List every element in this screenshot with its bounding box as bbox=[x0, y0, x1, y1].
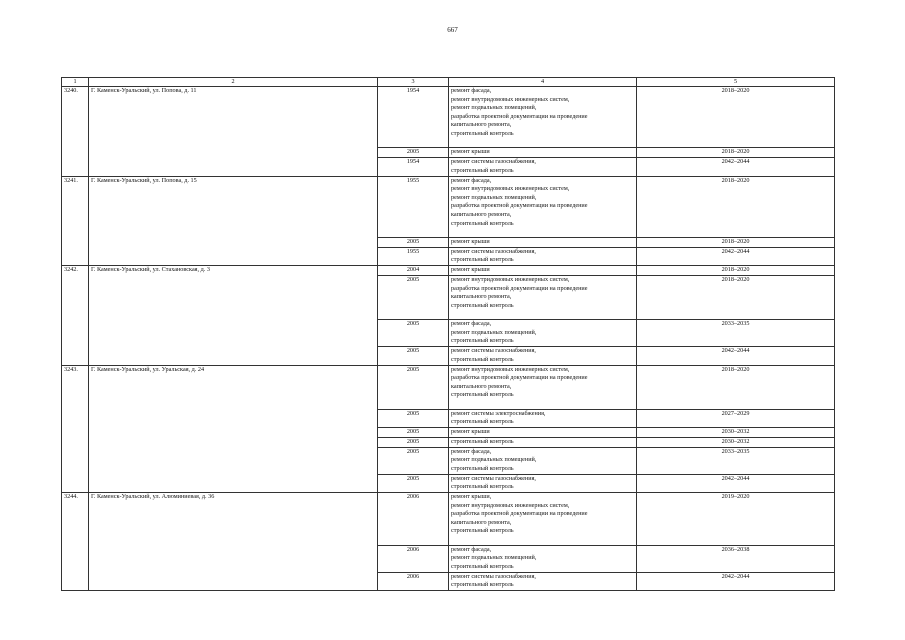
work-item: разработка проектной документации на проведение bbox=[451, 510, 588, 518]
work-item: строительный контроль bbox=[451, 527, 514, 535]
works-cell bbox=[449, 447, 637, 474]
work-item: строительный контроль bbox=[451, 563, 514, 571]
building-number: 3244. bbox=[62, 493, 89, 591]
building-number: 3241. bbox=[62, 176, 89, 266]
year-cell: 2006 bbox=[378, 572, 449, 590]
work-item: ремонт внутридомовых инженерных систем, bbox=[451, 365, 570, 373]
work-item: капитального ремонта, bbox=[451, 293, 512, 301]
works-cell bbox=[449, 572, 637, 590]
period-cell: 2042–2044 bbox=[637, 572, 835, 590]
year-cell: 2005 bbox=[378, 237, 449, 247]
period-cell: 2027–2029 bbox=[637, 409, 835, 427]
year-cell: 2005 bbox=[378, 474, 449, 492]
works-cell bbox=[449, 428, 637, 438]
period-cell: 2042–2044 bbox=[637, 474, 835, 492]
building-number: 3240. bbox=[62, 87, 89, 177]
table-row bbox=[62, 176, 835, 237]
work-item: ремонт фасада, bbox=[451, 320, 492, 328]
year-cell: 2005 bbox=[378, 148, 449, 158]
works-cell bbox=[449, 493, 637, 546]
work-item: строительный контроль bbox=[451, 391, 514, 399]
works-cell bbox=[449, 347, 637, 365]
work-item: ремонт подвальных помещений, bbox=[451, 554, 537, 562]
work-item: строительный контроль bbox=[451, 581, 514, 589]
column-number-row bbox=[62, 78, 835, 87]
column-header: 3 bbox=[378, 78, 449, 87]
works-cell bbox=[449, 87, 637, 148]
work-item: строительный контроль bbox=[451, 464, 514, 472]
work-item: ремонт фасада, bbox=[451, 176, 492, 184]
year-cell: 1954 bbox=[378, 87, 449, 148]
works-cell bbox=[449, 247, 637, 265]
works-cell bbox=[449, 409, 637, 427]
work-item: ремонт системы газоснабжения, bbox=[451, 247, 536, 255]
year-cell: 2005 bbox=[378, 320, 449, 347]
period-cell: 2036–2038 bbox=[637, 545, 835, 572]
table-body bbox=[62, 87, 835, 591]
period-cell: 2018–2020 bbox=[637, 365, 835, 409]
work-item: ремонт фасада, bbox=[451, 87, 492, 94]
repair-schedule-table bbox=[61, 77, 835, 591]
work-item: ремонт подвальных помещений, bbox=[451, 456, 537, 464]
year-cell: 2005 bbox=[378, 437, 449, 447]
table-row bbox=[62, 493, 835, 546]
column-header: 5 bbox=[637, 78, 835, 87]
table-row bbox=[62, 266, 835, 276]
works-cell bbox=[449, 266, 637, 276]
period-cell: 2018–2020 bbox=[637, 176, 835, 237]
year-cell: 2004 bbox=[378, 266, 449, 276]
year-cell: 2005 bbox=[378, 428, 449, 438]
work-item: ремонт фасада, bbox=[451, 447, 492, 455]
works-cell bbox=[449, 320, 637, 347]
building-address: Г. Каменск-Уральский, ул. Алюминиевая, д. 36 bbox=[89, 493, 378, 591]
period-cell: 2018–2020 bbox=[637, 237, 835, 247]
period-cell: 2042–2044 bbox=[637, 247, 835, 265]
year-cell: 2005 bbox=[378, 447, 449, 474]
works-cell bbox=[449, 437, 637, 447]
work-item: строительный контроль bbox=[451, 219, 514, 227]
column-header: 1 bbox=[62, 78, 89, 87]
works-cell bbox=[449, 474, 637, 492]
work-item: ремонт системы электроснабжения, bbox=[451, 409, 546, 417]
column-header: 4 bbox=[449, 78, 637, 87]
period-cell: 2042–2044 bbox=[637, 158, 835, 176]
works-cell bbox=[449, 158, 637, 176]
work-item: ремонт внутридомовых инженерных систем, bbox=[451, 501, 570, 509]
year-cell: 2005 bbox=[378, 409, 449, 427]
building-number: 3242. bbox=[62, 266, 89, 365]
work-item: ремонт крыши bbox=[451, 148, 490, 156]
building-number: 3243. bbox=[62, 365, 89, 493]
work-item: капитального ремонта, bbox=[451, 210, 512, 218]
year-cell: 2006 bbox=[378, 545, 449, 572]
period-cell: 2018–2020 bbox=[637, 275, 835, 319]
building-address: Г. Каменск-Уральский, ул. Попова, д. 15 bbox=[89, 176, 378, 266]
work-item: разработка проектной документации на проведение bbox=[451, 374, 588, 382]
table-row bbox=[62, 365, 835, 409]
work-item: ремонт системы газоснабжения, bbox=[451, 572, 536, 580]
work-item: строительный контроль bbox=[451, 129, 514, 137]
year-cell: 2005 bbox=[378, 347, 449, 365]
work-item: ремонт крыши bbox=[451, 266, 490, 274]
work-item: ремонт крыши bbox=[451, 428, 490, 436]
period-cell: 2030–2032 bbox=[637, 437, 835, 447]
works-cell bbox=[449, 148, 637, 158]
works-cell bbox=[449, 176, 637, 237]
period-cell: 2030–2032 bbox=[637, 428, 835, 438]
work-item: капитального ремонта, bbox=[451, 121, 512, 129]
work-item: строительный контроль bbox=[451, 355, 514, 363]
period-cell: 2033–2035 bbox=[637, 447, 835, 474]
work-item: капитального ремонта, bbox=[451, 382, 512, 390]
work-item: ремонт внутридомовых инженерных систем, bbox=[451, 185, 570, 193]
work-item: строительный контроль bbox=[451, 483, 514, 491]
works-cell bbox=[449, 237, 637, 247]
period-cell: 2042–2044 bbox=[637, 347, 835, 365]
building-address: Г. Каменск-Уральский, ул. Попова, д. 11 bbox=[89, 87, 378, 177]
work-item: ремонт подвальных помещений, bbox=[451, 328, 537, 336]
work-item: ремонт крыши bbox=[451, 237, 490, 245]
work-item: разработка проектной документации на проведение bbox=[451, 202, 588, 210]
work-item: строительный контроль bbox=[451, 166, 514, 174]
year-cell: 2005 bbox=[378, 365, 449, 409]
work-item: разработка проектной документации на проведение bbox=[451, 112, 588, 120]
work-item: ремонт подвальных помещений, bbox=[451, 104, 537, 112]
work-item: ремонт фасада, bbox=[451, 545, 492, 553]
works-cell bbox=[449, 545, 637, 572]
work-item: ремонт внутридомовых инженерных систем, bbox=[451, 275, 570, 283]
work-item: ремонт системы газоснабжения, bbox=[451, 158, 536, 166]
building-address: Г. Каменск-Уральский, ул. Уральская, д. 24 bbox=[89, 365, 378, 493]
work-item: строительный контроль bbox=[451, 437, 514, 445]
year-cell: 2006 bbox=[378, 493, 449, 546]
period-cell: 2018–2020 bbox=[637, 266, 835, 276]
page-number: 667 bbox=[447, 26, 458, 34]
work-item: ремонт крыши, bbox=[451, 493, 492, 501]
work-item: строительный контроль bbox=[451, 301, 514, 309]
work-item: ремонт внутридомовых инженерных систем, bbox=[451, 95, 570, 103]
column-header: 2 bbox=[89, 78, 378, 87]
period-cell: 2033–2035 bbox=[637, 320, 835, 347]
work-item: ремонт подвальных помещений, bbox=[451, 193, 537, 201]
work-item: ремонт системы газоснабжения, bbox=[451, 347, 536, 355]
period-cell: 2018–2020 bbox=[637, 87, 835, 148]
works-cell bbox=[449, 275, 637, 319]
work-item: строительный контроль bbox=[451, 337, 514, 345]
work-item: капитального ремонта, bbox=[451, 518, 512, 526]
work-item: ремонт системы газоснабжения, bbox=[451, 474, 536, 482]
year-cell: 1954 bbox=[378, 158, 449, 176]
year-cell: 1955 bbox=[378, 247, 449, 265]
year-cell: 2005 bbox=[378, 275, 449, 319]
work-item: разработка проектной документации на проведение bbox=[451, 284, 588, 292]
works-cell bbox=[449, 365, 637, 409]
table-row bbox=[62, 87, 835, 148]
work-item: строительный контроль bbox=[451, 256, 514, 264]
year-cell: 1955 bbox=[378, 176, 449, 237]
period-cell: 2018–2020 bbox=[637, 148, 835, 158]
building-address: Г. Каменск-Уральский, ул. Стахановская, д. 3 bbox=[89, 266, 378, 365]
period-cell: 2019–2020 bbox=[637, 493, 835, 546]
work-item: строительный контроль bbox=[451, 418, 514, 426]
